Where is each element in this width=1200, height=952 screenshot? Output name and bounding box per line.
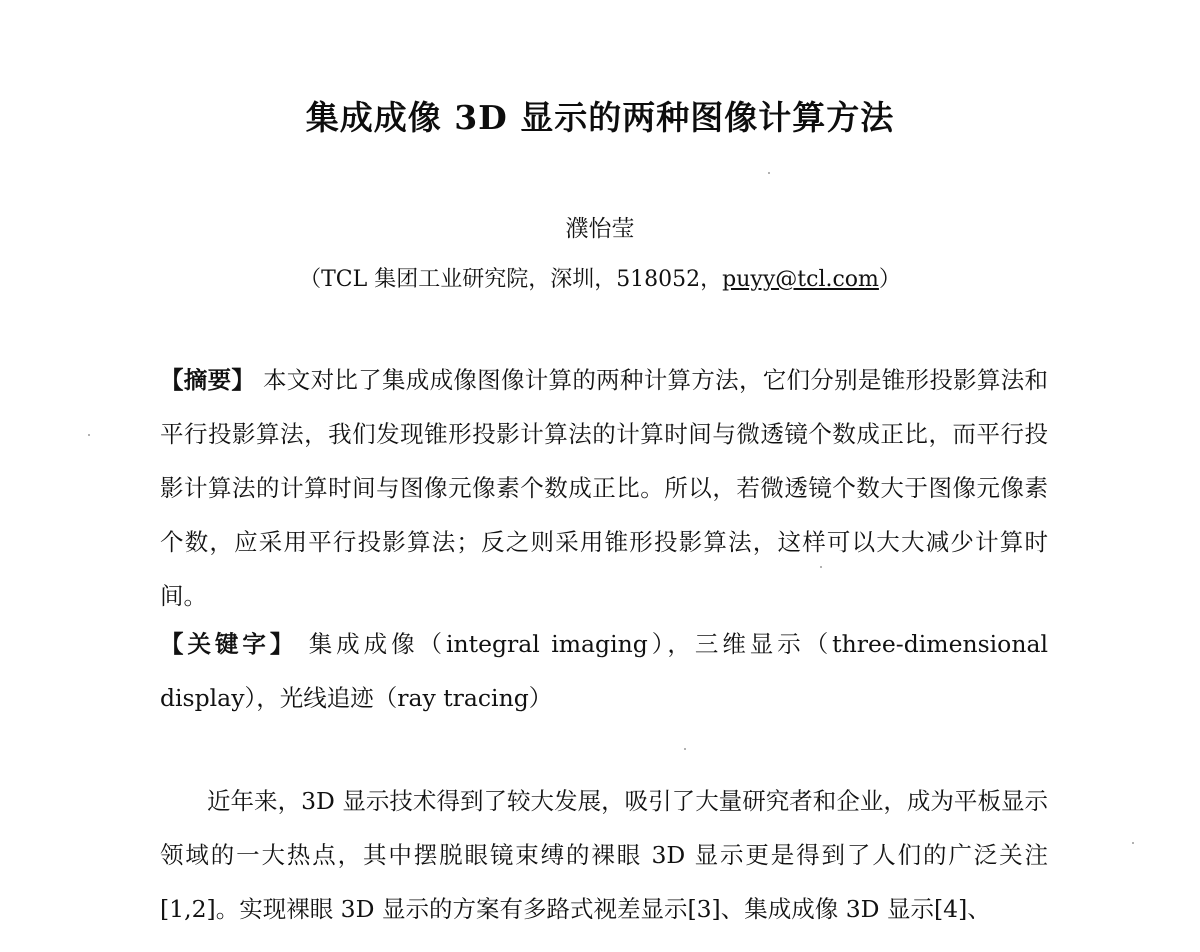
scan-speck: [684, 748, 686, 750]
abstract-text: 本文对比了集成成像图像计算的两种计算方法，它们分别是锥形投影算法和平行投影算法，我们发现锥形投影计算法的计算时间与微透镜个数成正比，而平行投影计算法的计算时间与图像元像素个数成正比。所以，若微透镜个数大于图像元像素个数，应采用平行投影算法；反之则采用锥形投影算法，这样可以大大减少计算时间。: [160, 366, 1049, 610]
abstract-section: [160, 353, 1048, 623]
scan-speck: [1132, 842, 1134, 844]
keywords-section: [160, 617, 1048, 725]
affiliation-close: ）: [878, 267, 901, 292]
keywords-label: 【关键字】: [160, 630, 298, 658]
author-affiliation: [0, 262, 1200, 293]
scan-speck: [820, 566, 822, 568]
abstract-label: 【摘要】: [160, 366, 256, 394]
scan-speck: [88, 434, 90, 436]
author-email-link[interactable]: puyy@tcl.com: [722, 267, 879, 292]
keywords-text: 集成成像（integral imaging），三维显示（three-dimensional display），光线追迹（ray tracing）: [160, 630, 1048, 712]
scan-speck: [768, 172, 770, 174]
paper-title: 集成成像 3D 显示的两种图像计算方法: [305, 98, 895, 137]
author-name: 濮怡莹: [565, 216, 635, 242]
affiliation-text: （TCL 集团工业研究院，深圳，518052，: [299, 267, 723, 292]
intro-paragraph: 近年来，3D 显示技术得到了较大发展，吸引了大量研究者和企业，成为平板显示领域的一大热点，其中摆脱眼镜束缚的裸眼 3D 显示更是得到了人们的广泛关注[1,2]。实现裸眼 3D 显示的方案有多路式视差显示[3]、集成成像 3D 显示[4]、: [160, 787, 1048, 923]
